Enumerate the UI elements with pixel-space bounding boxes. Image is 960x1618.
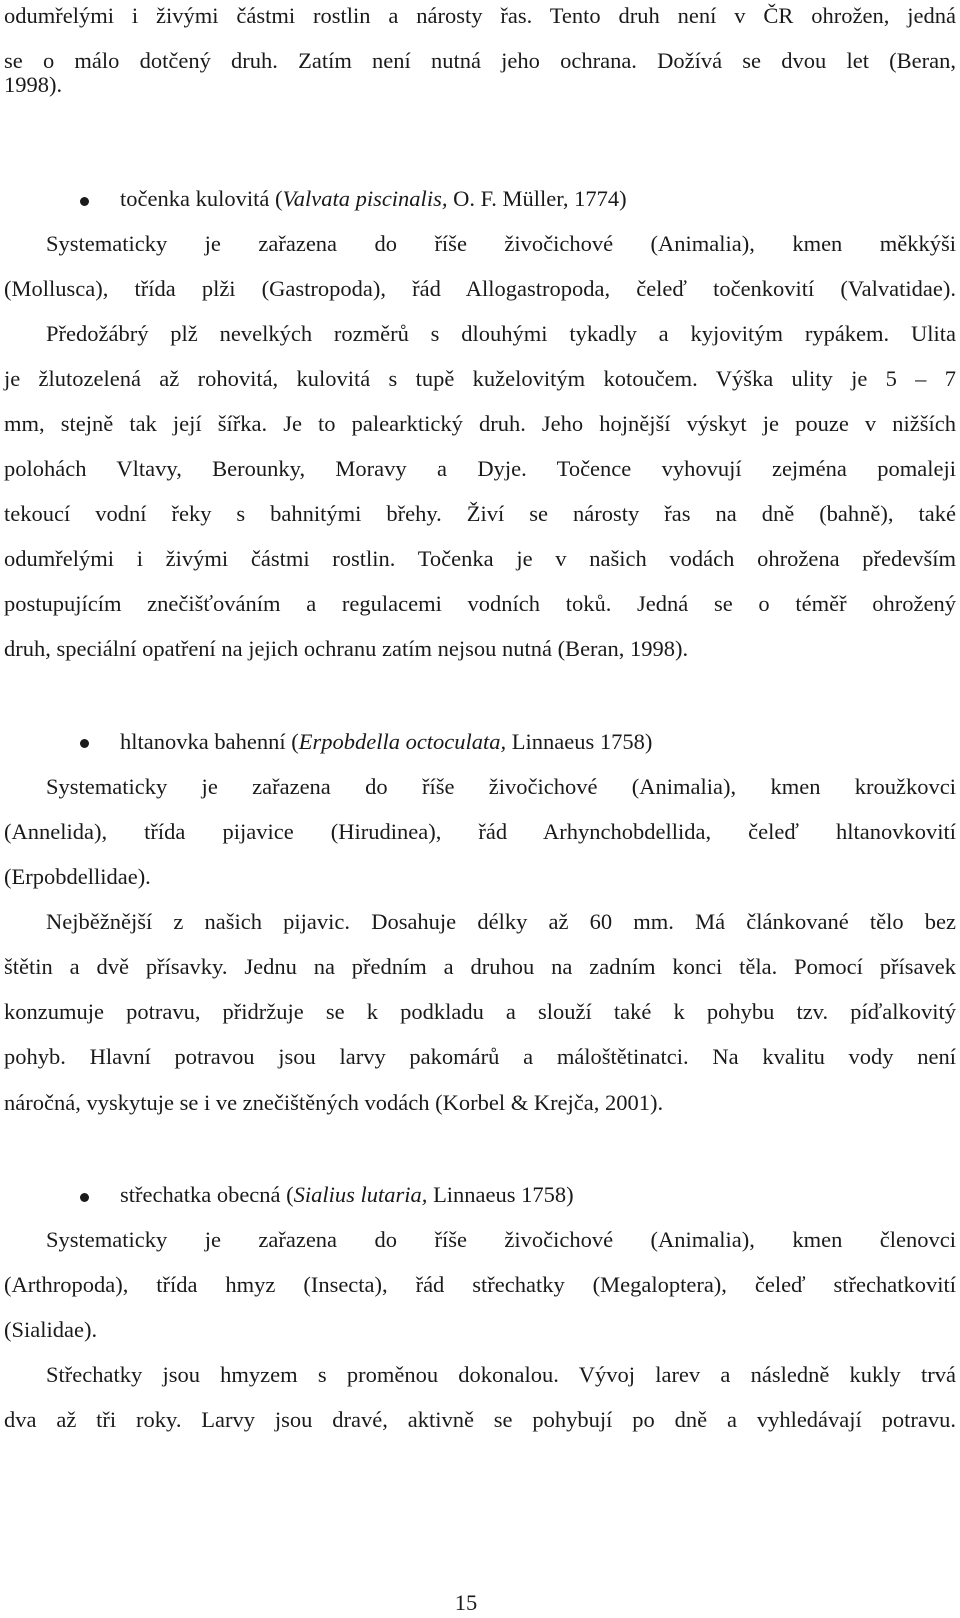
intro-line-2: se o málo dotčený druh. Zatím není nutná jeho ochrana. Dožívá se dvou let (Beran, — [4, 48, 956, 73]
description-line-1: Nejběžnější z našich pijavic. Dosahuje délky až 60 mm. Má článkované tělo bez — [46, 909, 956, 934]
intro-line-1: odumřelými i živými částmi rostlin a nárosty řas. Tento druh není v ČR ohrožen, jedná — [4, 3, 956, 28]
description-line-4: polohách Vltavy, Berounky, Moravy a Dyje. Točence vyhovují zejména pomaleji — [4, 456, 956, 481]
systematics-line-2: (Mollusca), třída plži (Gastropoda), řád Allogastropoda, čeleď točenkovití (Valvatidae). — [4, 276, 956, 301]
description-line-2: štětin a dvě přísavky. Jednu na předním a druhou na zadním konci těla. Pomocí přísavek — [4, 954, 956, 979]
description-line-2: je žlutozelená až rohovitá, kulovitá s tupě kuželovitým kotoučem. Výška ulity je 5 – 7 — [4, 366, 956, 391]
species-heading-valvata: točenka kulovitá (Valvata piscinalis, O. F. Müller, 1774) — [120, 186, 627, 211]
description-line-3: mm, stejně tak její šířka. Je to palearktický druh. Jeho hojnější výskyt je pouze v nižších — [4, 411, 956, 436]
page-number: 15 — [454, 1590, 478, 1615]
systematics-line-1: Systematicky je zařazena do říše živočichové (Animalia), kmen měkkýši — [46, 231, 956, 256]
bullet-icon — [80, 197, 89, 206]
description-line-6: odumřelými i živými částmi rostlin. Točenka je v našich vodách ohrožena především — [4, 546, 956, 571]
systematics-line-1: Systematicky je zařazena do říše živočichové (Animalia), kmen členovci — [46, 1227, 956, 1252]
description-line-3: konzumuje potravu, přidržuje se k podkladu a slouží také k pohybu tzv. píďalkovitý — [4, 999, 956, 1024]
description-line-7: postupujícím znečišťováním a regulacemi vodních toků. Jedná se o téměř ohrožený — [4, 591, 956, 616]
bullet-icon — [80, 1193, 89, 1202]
description-line-1: Střechatky jsou hmyzem s proměnou dokonalou. Vývoj larev a následně kukly trvá — [46, 1362, 956, 1387]
description-line-4: pohyb. Hlavní potravou jsou larvy pakomárů a máloštětinatci. Na kvalitu vody není — [4, 1044, 956, 1069]
systematics-line-2: (Annelida), třída pijavice (Hirudinea), řád Arhynchobdellida, čeleď hltanovkovití — [4, 819, 956, 844]
systematics-line-3: (Sialidae). — [4, 1317, 98, 1342]
species-heading-erpobdella: hltanovka bahenní (Erpobdella octoculata, Linnaeus 1758) — [120, 729, 653, 754]
intro-line-3: 1998). — [4, 72, 63, 97]
systematics-line-1: Systematicky je zařazena do říše živočichové (Animalia), kmen kroužkovci — [46, 774, 956, 799]
description-line-2: dva až tři roky. Larvy jsou dravé, aktivně se pohybují po dně a vyhledávají potravu. — [4, 1407, 956, 1432]
description-line-5: tekoucí vodní řeky s bahnitými břehy. Živí se nárosty řas na dně (bahně), také — [4, 501, 956, 526]
systematics-line-3: (Erpobdellidae). — [4, 864, 151, 889]
systematics-line-2: (Arthropoda), třída hmyz (Insecta), řád střechatky (Megaloptera), čeleď střechatkovití — [4, 1272, 956, 1297]
species-heading-sialis: střechatka obecná (Sialius lutaria, Linnaeus 1758) — [120, 1182, 574, 1207]
bullet-icon — [80, 739, 89, 748]
description-line-5: náročná, vyskytuje se i ve znečištěných vodách (Korbel & Krejča, 2001). — [4, 1090, 664, 1115]
description-line-1: Předožábrý plž nevelkých rozměrů s dlouhými tykadly a kyjovitým rypákem. Ulita — [46, 321, 956, 346]
description-line-8: druh, speciální opatření na jejich ochranu zatím nejsou nutná (Beran, 1998). — [4, 636, 689, 661]
